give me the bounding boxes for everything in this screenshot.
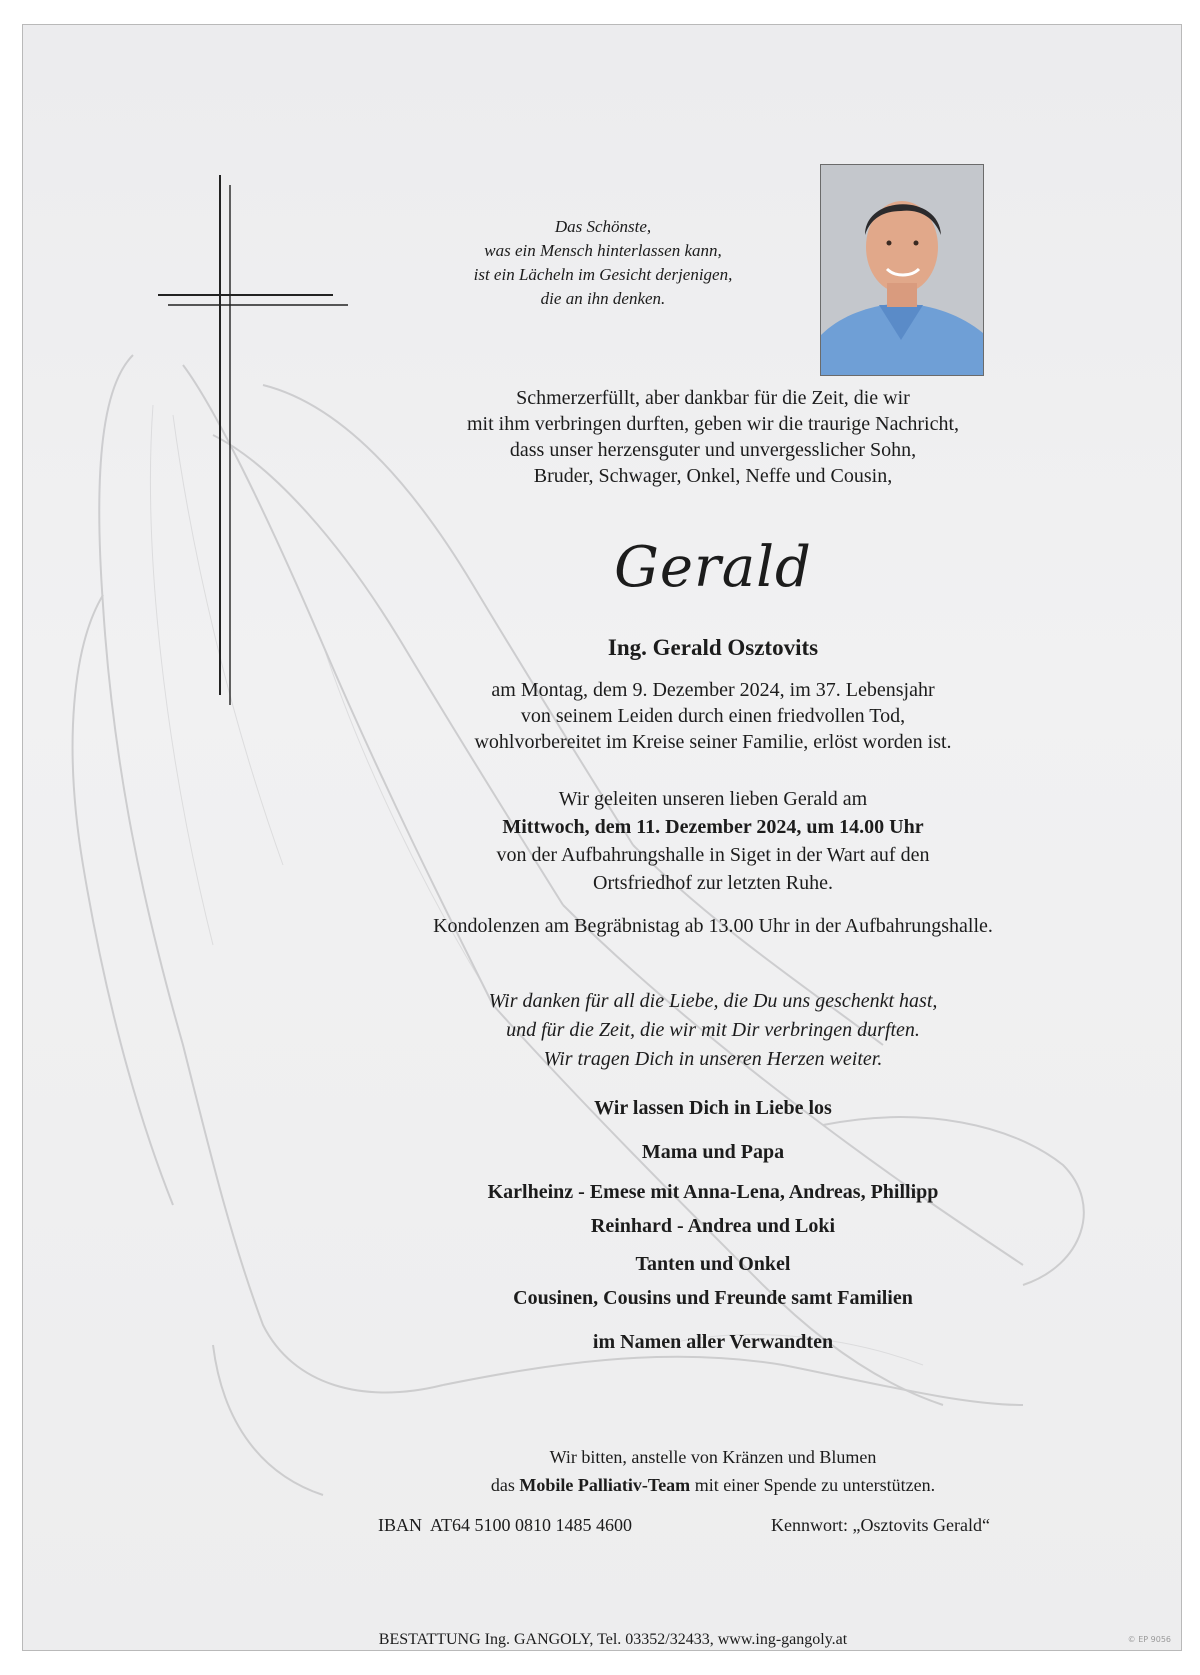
family-sibling-1: Karlheinz - Emese mit Anna-Lena, Andreas, Phillipp <box>487 1181 939 1203</box>
quote-line: Das Schönste, <box>554 217 652 236</box>
funeral-line: von der Aufbahrungshalle in Siget in der Wart auf den <box>496 844 930 866</box>
intro-paragraph <box>323 385 1103 489</box>
intro-line: dass unser herzensguter und unvergesslicher Sohn, <box>509 439 917 461</box>
full-name: Ing. Gerald Osztovits <box>607 635 819 660</box>
donation-paragraph <box>323 1443 1103 1499</box>
intro-line: Schmerzerfüllt, aber dankbar für die Zeit, die wir <box>516 387 910 409</box>
quote-line: die an ihn denken. <box>540 289 666 308</box>
intro-line: mit ihm verbringen durften, geben wir die traurige Nachricht, <box>466 413 960 435</box>
bank-details <box>378 1515 1098 1536</box>
funeral-line: Wir geleiten unseren lieben Gerald am <box>558 788 868 810</box>
death-line: von seinem Leiden durch einen friedvollen Tod, <box>520 705 906 727</box>
donation-keyword: Kennwort: „Osztovits Gerald“ <box>771 1515 990 1535</box>
iban: IBAN AT64 5100 0810 1485 4600 <box>378 1515 633 1535</box>
death-line: wohlvorbereitet im Kreise seiner Familie, erlöst worden ist. <box>474 731 952 753</box>
funeral-paragraph <box>323 785 1103 897</box>
thanks-line: Wir danken für all die Liebe, die Du uns geschenkt hast, <box>488 990 938 1012</box>
corner-code: © EP 9056 <box>1127 1635 1171 1644</box>
funeral-date: Mittwoch, dem 11. Dezember 2024, um 14.00 Uhr <box>502 816 924 838</box>
family-cousins: Cousinen, Cousins und Freunde samt Familien <box>513 1287 913 1309</box>
quote-line: ist ein Lächeln im Gesicht derjenigen, <box>473 265 733 284</box>
funeral-home-footer: BESTATTUNG Ing. GANGOLY, Tel. 03352/32433, www.ing-gangoly.at <box>378 1631 848 1648</box>
donation-line <box>323 1471 1103 1499</box>
quote-line: was ein Mensch hinterlassen kann, <box>484 241 722 260</box>
thanks-paragraph <box>323 987 1103 1074</box>
thanks-line: Wir tragen Dich in unseren Herzen weiter. <box>543 1048 883 1070</box>
family-relatives: im Namen aller Verwandten <box>592 1331 834 1353</box>
palliative-team: Mobile Palliativ-Team <box>519 1475 691 1495</box>
family-sibling-2: Reinhard - Andrea und Loki <box>590 1215 836 1237</box>
opening-quote <box>403 215 803 311</box>
first-name-script: Gerald <box>614 535 812 600</box>
family-heading: Wir lassen Dich in Liebe los <box>594 1097 832 1119</box>
portrait-photo <box>820 164 984 376</box>
obituary-page <box>22 24 1182 1651</box>
death-paragraph <box>323 677 1103 755</box>
family-parents: Mama und Papa <box>641 1141 785 1163</box>
family-aunts-uncles: Tanten und Onkel <box>635 1253 791 1275</box>
donation-prefix: das <box>490 1475 520 1495</box>
condolences-line: Kondolenzen am Begräbnistag ab 13.00 Uhr in der Aufbahrungshalle. <box>433 915 993 937</box>
death-line: am Montag, dem 9. Dezember 2024, im 37. Lebensjahr <box>491 679 935 701</box>
thanks-line: und für die Zeit, die wir mit Dir verbringen durften. <box>506 1019 920 1041</box>
intro-line: Bruder, Schwager, Onkel, Neffe und Cousin, <box>533 465 893 487</box>
funeral-line: Ortsfriedhof zur letzten Ruhe. <box>593 872 833 894</box>
donation-suffix: mit einer Spende zu unterstützen. <box>690 1475 936 1495</box>
donation-line: Wir bitten, anstelle von Kränzen und Blumen <box>549 1447 877 1467</box>
